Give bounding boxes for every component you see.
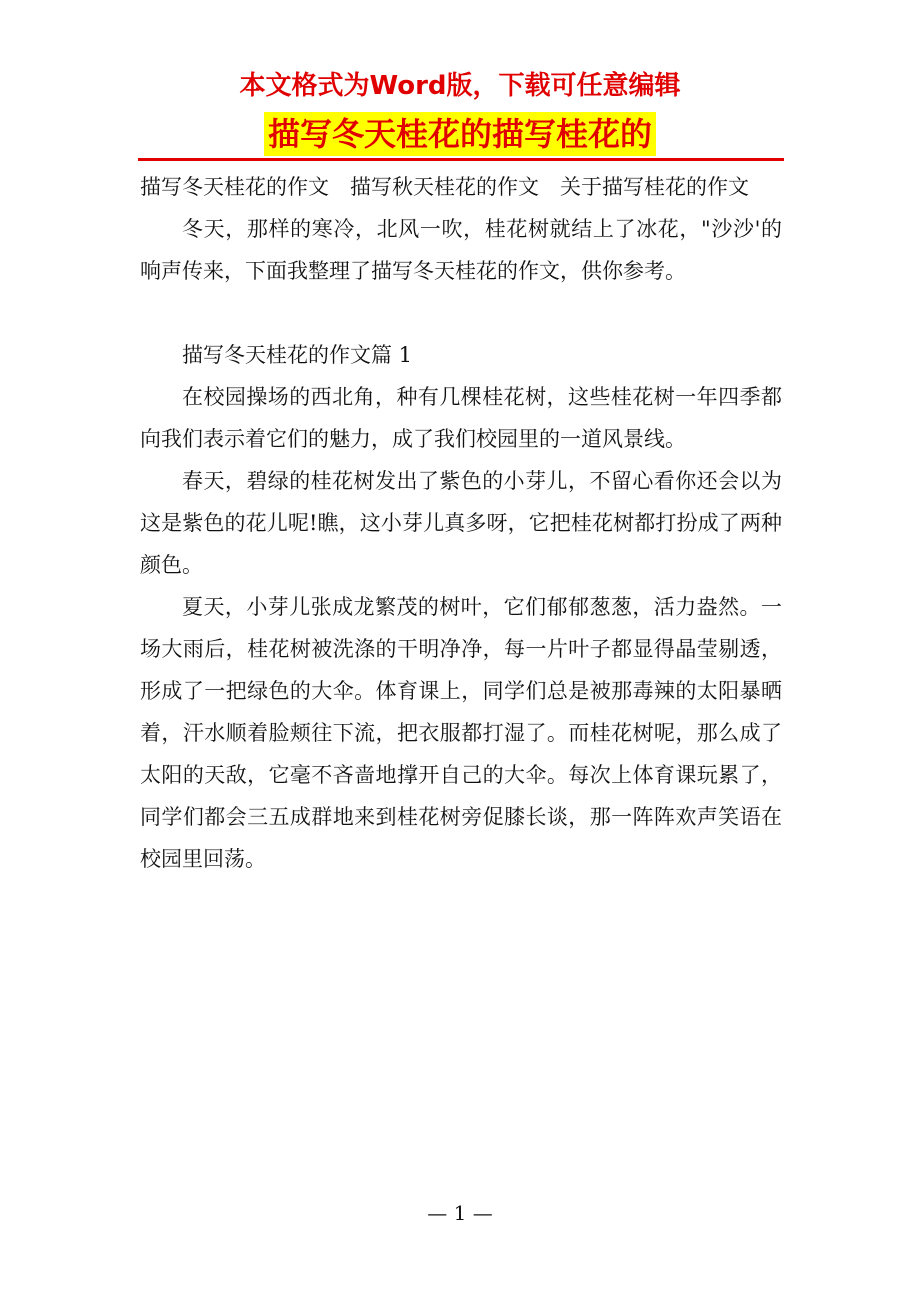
intro-paragraph: 冬天，那样的寒冷，北风一吹，桂花树就结上了冰花，"沙沙'的响声传来，下面我整理了描写冬天桂花的作文，供你参考。 [140, 217, 782, 283]
section-heading: 描写冬天桂花的作文篇 1 [182, 343, 413, 367]
document-body [140, 166, 782, 880]
title-divider [138, 158, 784, 161]
title-container [0, 112, 920, 156]
paragraph-3: 夏天，小芽儿张成龙繁茂的树叶，它们郁郁葱葱，活力盎然。一场大雨后，桂花树被洗涤的干明净净，每一片叶子都显得晶莹剔透，形成了一把绿色的大伞。体育课上，同学们总是被那毒辣的太阳暴晒着，汗水顺着脸颊往下流，把衣服都打湿了。而桂花树呢，那么成了太阳的天敌，它毫不吝啬地撑开自己的大伞。每次上体育课玩累了，同学们都会三五成群地来到桂花树旁促膝长谈，那一阵阵欢声笑语在校园里回荡。 [140, 595, 782, 871]
page-number: — 1 — [427, 1201, 493, 1225]
related-titles: 描写冬天桂花的作文 描写秋天桂花的作文 关于描写桂花的作文 [140, 175, 749, 199]
paragraph-1: 在校园操场的西北角，种有几棵桂花树，这些桂花树一年四季都向我们表示着它们的魅力，成了我们校园里的一道风景线。 [140, 385, 782, 451]
paragraph-2: 春天，碧绿的桂花树发出了紫色的小芽儿，不留心看你还会以为这是紫色的花儿呢!瞧，这小芽儿真多呀，它把桂花树都打扮成了两种颜色。 [140, 469, 782, 577]
document-title: 描写冬天桂花的描写桂花的 [264, 112, 656, 156]
spacer [140, 292, 782, 334]
format-notice: 本文格式为Word版，下载可任意编辑 [239, 71, 681, 101]
